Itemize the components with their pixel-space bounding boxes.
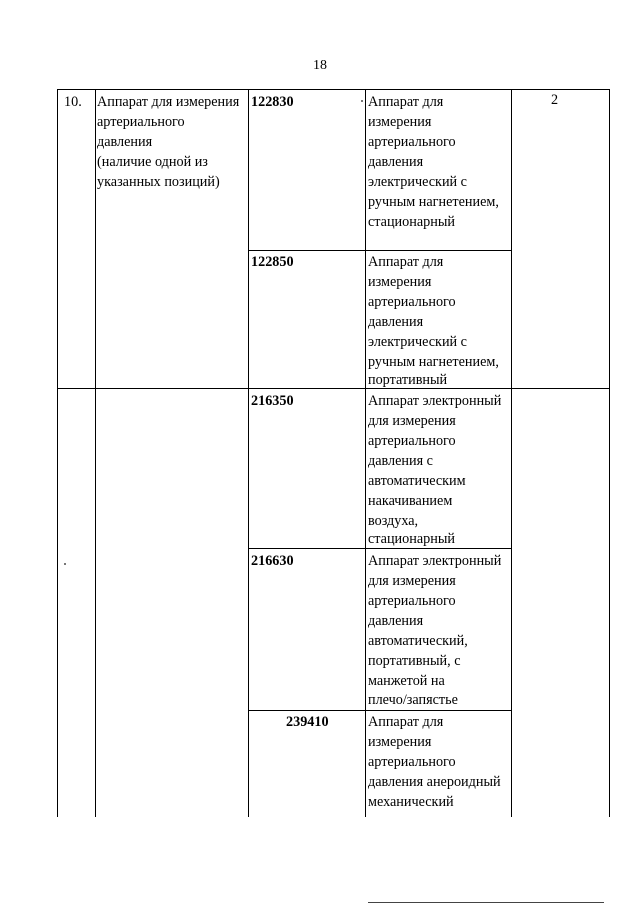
item-desc-line: электрический с [368,174,467,190]
item-desc-line: артериального [368,134,456,150]
item-desc-line: артериального [368,593,456,609]
item-desc-line: давления [368,154,424,170]
item-desc-line: давления [368,314,424,330]
item-desc-line: плечо/запястье [368,692,458,708]
scan-speck [361,100,363,102]
row-name-line: давления [97,134,153,150]
item-desc-line: автоматическим [368,473,466,489]
sub-row-divider-3 [248,710,512,711]
item-desc-line: Аппарат электронный [368,393,502,409]
item-desc-line: ручным нагнетением, [368,354,499,370]
item-desc-line: механический [368,794,454,810]
col-divider-4 [511,89,512,817]
item-desc-line: портативный, с [368,653,461,669]
item-desc-line: артериального [368,294,456,310]
item-desc-line: автоматический, [368,633,468,649]
row-divider [57,388,609,389]
row-name-line: Аппарат для измерения [97,94,240,110]
item-code: 216350 [251,393,294,409]
item-desc-line: артериального [368,754,456,770]
col-divider-2 [248,89,249,817]
table-top-border [57,89,609,90]
row-index: 10. [64,94,82,110]
page-number: 18 [313,58,327,73]
row-name-line: указанных позиций) [97,174,220,190]
col-divider-3 [365,89,366,817]
col-divider-1 [95,89,96,817]
item-desc-line: измерения [368,734,432,750]
left-border [57,89,58,817]
sub-row-divider-1 [248,250,512,251]
row-name-line: (наличие одной из [97,154,208,170]
item-code: 122830 [251,94,294,110]
item-desc-line: для измерения [368,413,456,429]
item-desc-line: давления анероидный [368,774,501,790]
item-desc-line: Аппарат электронный [368,553,502,569]
item-code: 216630 [251,553,294,569]
item-desc-line: измерения [368,114,432,130]
item-desc-line: стационарный [368,214,455,230]
item-desc-line: портативный [368,372,448,388]
item-desc-line: накачиванием [368,493,453,509]
item-code: 239410 [286,714,329,730]
item-desc-line: Аппарат для [368,94,444,110]
row-name-line: артериального [97,114,185,130]
item-desc-line: стационарный [368,531,455,547]
scan-edge-line [368,902,604,903]
item-desc-line: ручным нагнетением, [368,194,499,210]
item-desc-line: манжетой на [368,673,445,689]
right-border [609,89,610,817]
scan-speck [64,563,66,565]
row-quantity: 2 [551,92,559,108]
item-desc-line: для измерения [368,573,456,589]
item-desc-line: артериального [368,433,456,449]
item-desc-line: давления [368,613,424,629]
item-desc-line: измерения [368,274,432,290]
item-desc-line: электрический с [368,334,467,350]
item-desc-line: воздуха, [368,513,419,529]
item-desc-line: Аппарат для [368,254,444,270]
item-code: 122850 [251,254,294,270]
item-desc-line: давления с [368,453,433,469]
item-desc-line: Аппарат для [368,714,444,730]
